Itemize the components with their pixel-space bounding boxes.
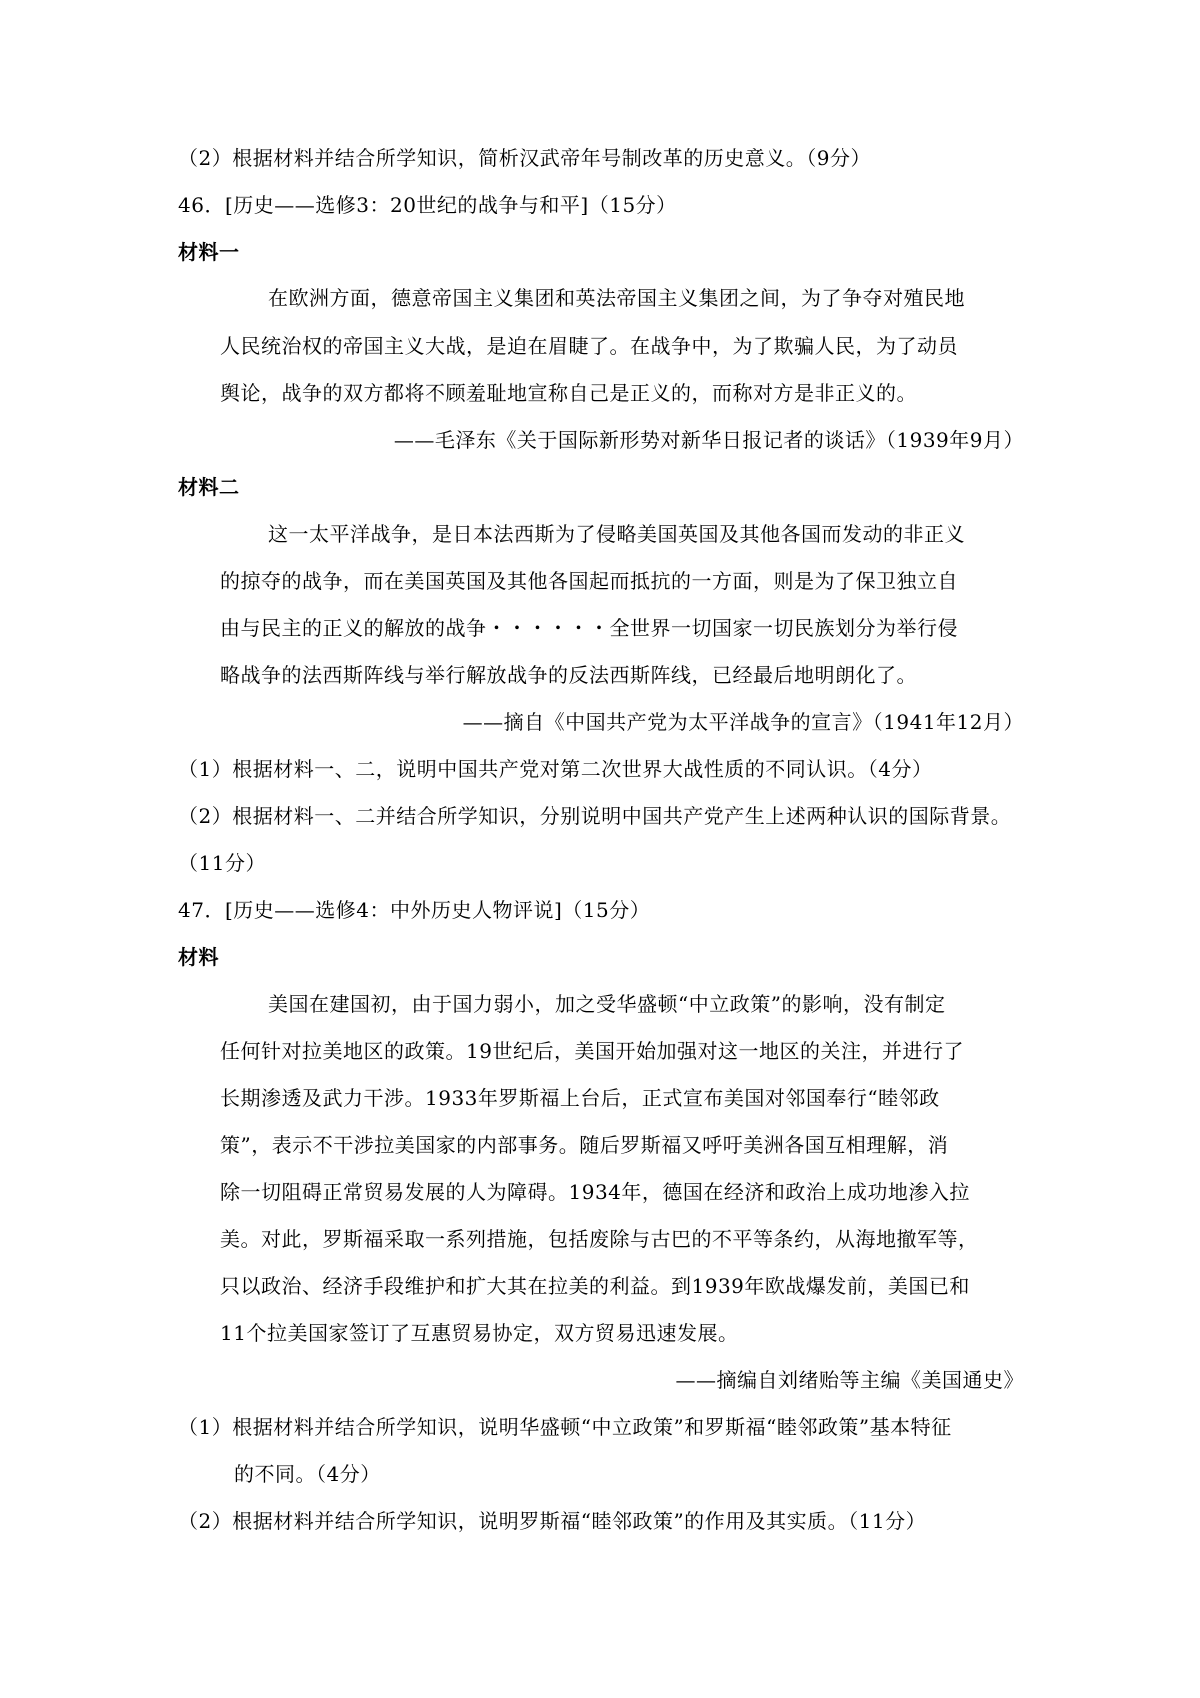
q46-material1-line: 在欧洲方面，德意帝国主义集团和英法帝国主义集团之间，为了争夺对殖民地	[268, 286, 965, 310]
q46-material2-line: 略战争的法西斯阵线与举行解放战争的反法西斯阵线，已经最后地明朗化了。	[220, 663, 917, 687]
q46-material2-line: 的掠夺的战争，而在美国英国及其他各国起而抵抗的一方面，则是为了保卫独立自	[220, 569, 958, 593]
q47-material-line: 只以政治、经济手段维护和扩大其在拉美的利益。到1939年欧战爆发前，美国已和	[220, 1274, 970, 1298]
q45-sub2: （2）根据材料并结合所学知识，简析汉武帝年号制改革的历史意义。（9分）	[178, 146, 871, 170]
q47-material-line: 长期渗透及武力干涉。1933年罗斯福上台后，正式宣布美国对邻国奉行“睦邻政	[220, 1086, 940, 1110]
q46-material1-heading: 材料一	[178, 240, 240, 264]
q47-sub1: （1）根据材料并结合所学知识，说明华盛顿“中立政策”和罗斯福“睦邻政策”基本特征	[178, 1415, 952, 1439]
q47-material-line: 策”，表示不干涉拉美国家的内部事务。随后罗斯福又呼吁美洲各国互相理解，消	[220, 1133, 949, 1157]
q46-material2-line: 由与民主的正义的解放的战争・・・・・・全世界一切国家一切民族划分为举行侵	[220, 616, 958, 640]
q46-material2-line: 这一太平洋战争，是日本法西斯为了侵略美国英国及其他各国而发动的非正义	[268, 522, 965, 546]
q47-material-line: 任何针对拉美地区的政策。19世纪后，美国开始加强对这一地区的关注，并进行了	[220, 1039, 964, 1063]
q46-sub1: （1）根据材料一、二，说明中国共产党对第二次世界大战性质的不同认识。（4分）	[178, 757, 933, 781]
q47-material-line: 美。对此，罗斯福采取一系列措施，包括废除与古巴的不平等条约，从海地撤军等，	[220, 1227, 979, 1251]
q46-title: 46．[历史——选修3：20世纪的战争与和平]（15分）	[178, 193, 677, 217]
q47-material-line: 美国在建国初，由于国力弱小，加之受华盛顿“中立政策”的影响，没有制定	[268, 992, 946, 1016]
q46-sub2-cont: （11分）	[178, 851, 266, 875]
q46-material1-line: 舆论，战争的双方都将不顾羞耻地宣称自己是正义的，而称对方是非正义的。	[220, 381, 917, 405]
q47-material-line: 除一切阻碍正常贸易发展的人为障碍。1934年，德国在经济和政治上成功地渗入拉	[220, 1180, 970, 1204]
q46-material1-line: 人民统治权的帝国主义大战，是迫在眉睫了。在战争中，为了欺骗人民，为了动员	[220, 334, 958, 358]
q47-material-source: ——摘编自刘绪贻等主编《美国通史》	[675, 1368, 1024, 1392]
q46-material2-heading: 材料二	[178, 475, 240, 499]
q47-material-line: 11个拉美国家签订了互惠贸易协定，双方贸易迅速发展。	[220, 1321, 739, 1345]
q47-sub1-cont: 的不同。（4分）	[234, 1462, 381, 1486]
q47-material-heading: 材料	[178, 945, 219, 969]
q47-sub2: （2）根据材料并结合所学知识，说明罗斯福“睦邻政策”的作用及其实质。（11分）	[178, 1509, 927, 1533]
q46-material1-source: ——毛泽东《关于国际新形势对新华日报记者的谈话》（1939年9月）	[393, 428, 1024, 452]
q46-sub2: （2）根据材料一、二并结合所学知识，分别说明中国共产党产生上述两种认识的国际背景。	[178, 804, 1012, 828]
q47-title: 47．[历史——选修4：中外历史人物评说]（15分）	[178, 898, 651, 922]
q46-material2-source: ——摘自《中国共产党为太平洋战争的宣言》（1941年12月）	[462, 710, 1024, 734]
